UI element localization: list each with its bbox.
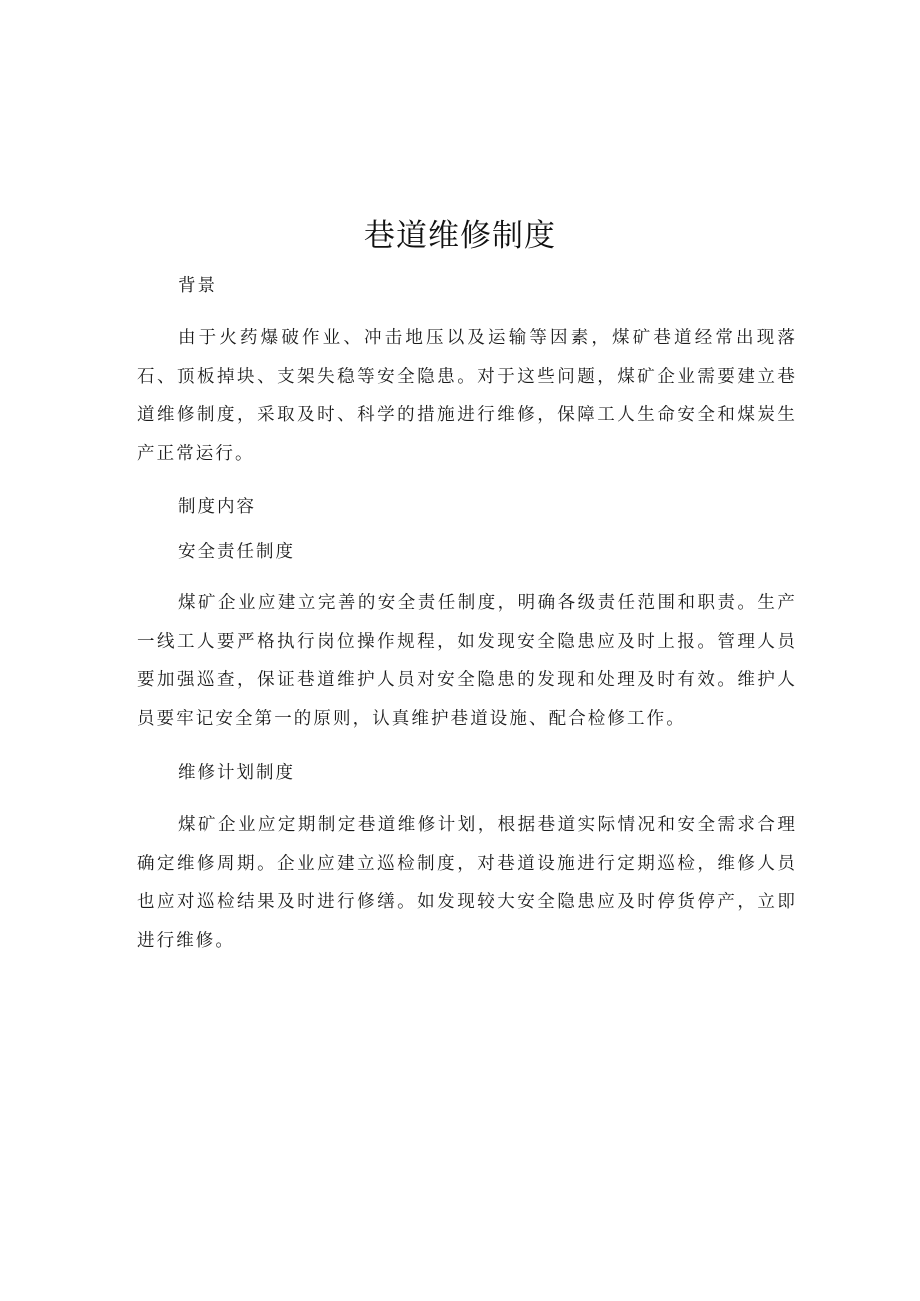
section-paragraph-background: 由于火药爆破作业、冲击地压以及运输等因素，煤矿巷道经常出现落石、顶板掉块、支架失稳等安全隐患。对于这些问题，煤矿企业需要建立巷道维修制度，采取及时、科学的措施进行维修，保障工人生命安全和煤炭生产正常运行。: [137, 328, 797, 464]
section-heading-content: 制度内容: [178, 497, 256, 517]
section-paragraph-safety-responsibility: 煤矿企业应建立完善的安全责任制度，明确各级责任范围和职责。生产一线工人要严格执行岗位操作规程，如发现安全隐患应及时上报。管理人员要加强巡查，保证巷道维护人员对安全隐患的发现和处理及时有效。维护人员要牢记安全第一的原则，认真维护巷道设施、配合检修工作。: [137, 593, 797, 729]
section-paragraph-maintenance-plan: 煤矿企业应定期制定巷道维修计划，根据巷道实际情况和安全需求合理确定维修周期。企业应建立巡检制度，对巷道设施进行定期巡检，维修人员也应对巡检结果及时进行修缮。如发现较大安全隐患应及时停货停产，立即进行维修。: [137, 815, 797, 951]
section-heading-maintenance-plan: 维修计划制度: [178, 763, 295, 783]
document-body: [137, 268, 797, 960]
section-heading-background: 背景: [178, 276, 217, 296]
section-heading-safety-responsibility: 安全责任制度: [178, 542, 295, 562]
document-title: 巷道维修制度: [364, 218, 556, 254]
